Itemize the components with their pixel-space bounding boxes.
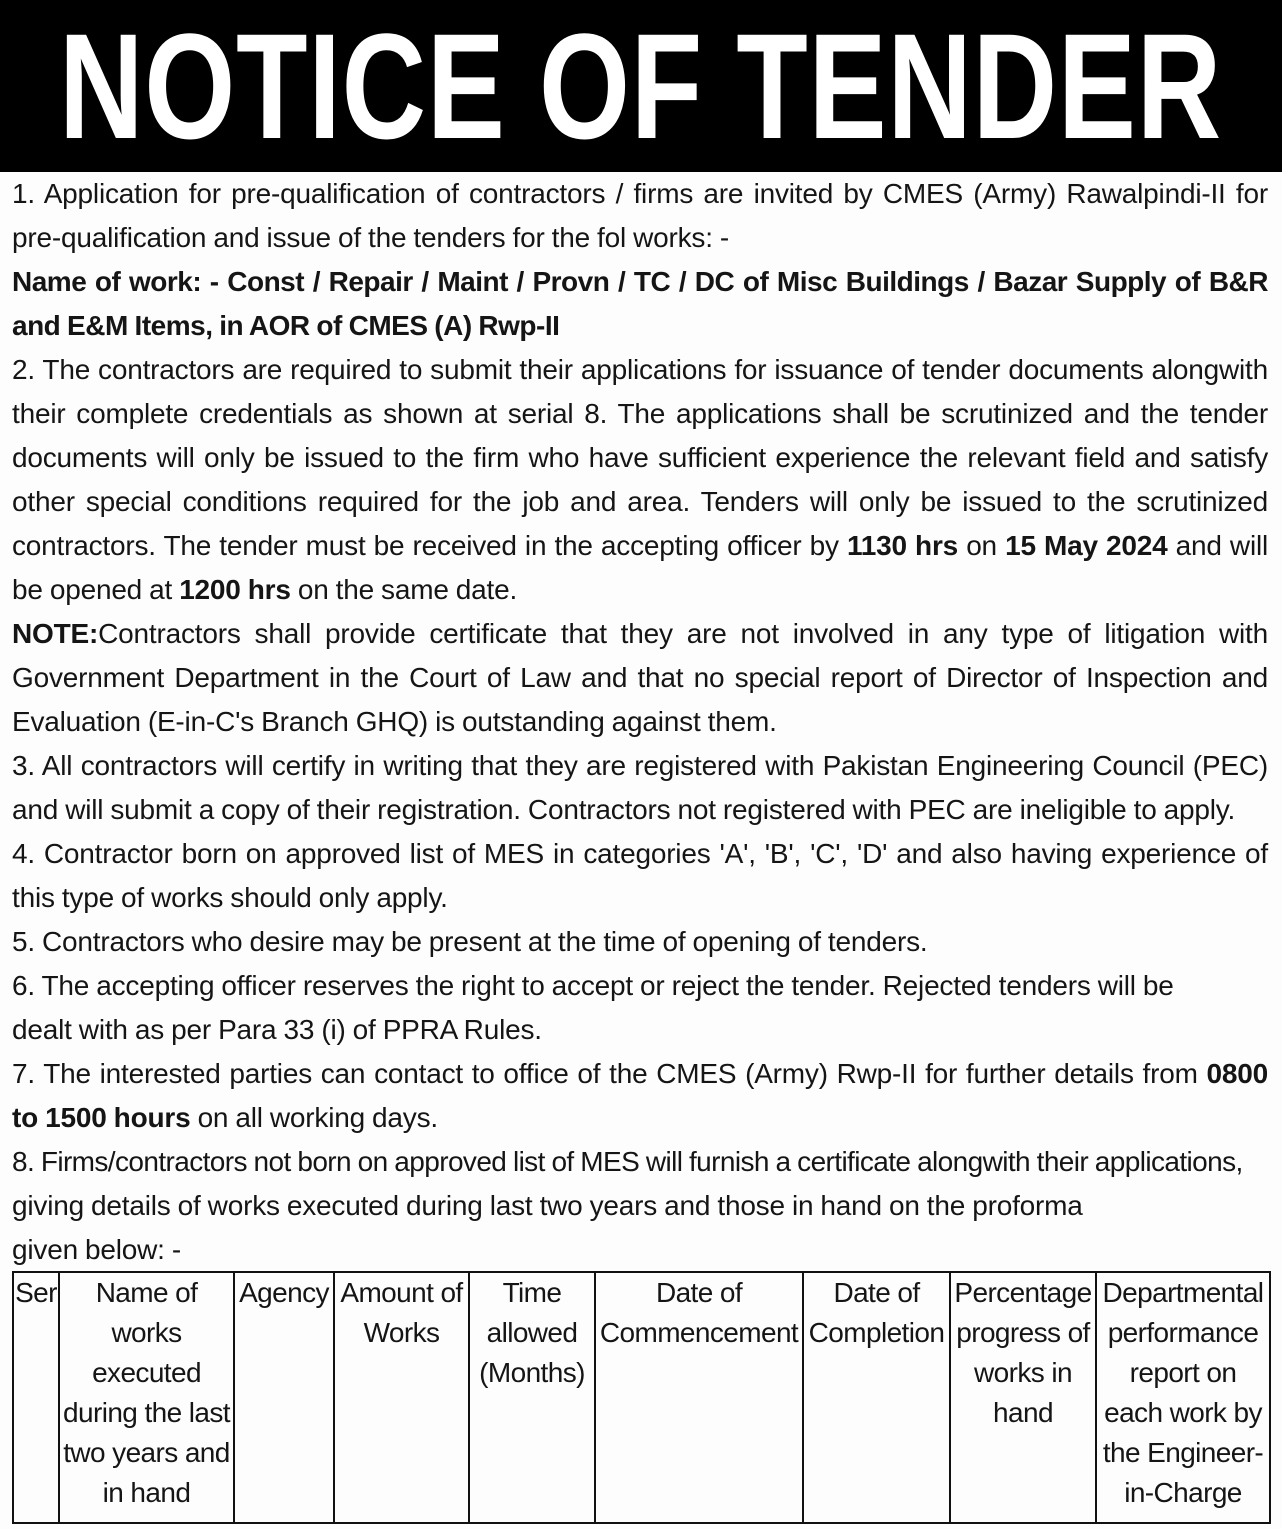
paragraph-7-text-a: 7. The interested parties can contact to office of the CMES (Army) Rwp-II for further details from: [12, 1058, 1198, 1089]
header-percentage-progress: Percentage progress of works in hand: [950, 1272, 1096, 1523]
header-departmental-performance: Departmental performance report on each work by the Engineer-in-Charge: [1096, 1272, 1270, 1523]
notice-body: [12, 172, 1268, 1272]
header-ser: Ser: [13, 1272, 59, 1523]
header-date-of-completion: Date of Completion: [803, 1272, 950, 1523]
note-label: NOTE:: [12, 618, 99, 649]
paragraph-4: 4. Contractor born on approved list of MES in categories 'A', 'B', 'C', 'D' and also having experience of this type of works should only apply.: [12, 838, 1268, 913]
header-date-of-commencement: Date of Commencement: [595, 1272, 803, 1523]
header-agency: Agency: [234, 1272, 334, 1523]
opening-time: 1200 hrs: [179, 574, 291, 605]
name-of-work: Name of work: - Const / Repair / Maint / Provn / TC / DC of Misc Buildings / Bazar Supply of B&R and E&M Items, in AOR of CMES (A) Rwp-II: [12, 266, 1268, 341]
paragraph-8-line-3: given below: -: [12, 1234, 181, 1265]
notice-title: NOTICE OF TENDER: [59, 2, 1223, 170]
paragraph-8-line-2: giving details of works executed during last two years and those in hand on the proforma: [12, 1190, 1083, 1221]
header-name-of-works: Name of works executed during the last two years and in hand: [59, 1272, 234, 1523]
paragraph-2-text-b: on: [966, 530, 997, 561]
paragraph-2-text-a: 2. The contractors are required to submit their applications for issuance of tender documents alongwith their complete credentials as shown at serial 8. The applications shall be scrutinized and the tender documents will only be issued to the firm who have sufficient experience the relevant field and satisfy other special conditions required for the job and area. Tenders will only be issued to the scrutinized contractors. The tender must be received in the accepting officer by: [12, 354, 1268, 561]
table-header-row: [13, 1272, 1270, 1523]
paragraph-1: 1. Application for pre-qualification of contractors / firms are invited by CMES (Army) Rawalpindi-II for pre-qualification and issue of the tenders for the fol works: -: [12, 178, 1268, 253]
paragraph-7-text-b: on all working days.: [197, 1102, 438, 1133]
paragraph-2-text-c: and will be opened at: [12, 530, 1269, 605]
header-time-allowed: Time allowed (Months): [469, 1272, 595, 1523]
header-amount-of-works: Amount of Works: [334, 1272, 469, 1523]
paragraph-5: 5. Contractors who desire may be present at the time of opening of tenders.: [12, 926, 928, 957]
note-paragraph: [12, 612, 1268, 744]
paragraph-8-line-1: 8. Firms/contractors not born on approved list of MES will furnish a certificate alongwith their applications,: [12, 1146, 1243, 1177]
proforma-table: [12, 1271, 1271, 1524]
notice-banner: [0, 0, 1282, 172]
paragraph-6-line-2: dealt with as per Para 33 (i) of PPRA Rules.: [12, 1014, 542, 1045]
submission-date: 15 May 2024: [1005, 530, 1168, 561]
paragraph-6-line-1: 6. The accepting officer reserves the right to accept or reject the tender. Rejected tenders will be: [12, 970, 1174, 1001]
paragraph-7: [12, 1052, 1268, 1140]
paragraph-2-text-d: on the same date.: [297, 574, 518, 605]
submission-time: 1130 hrs: [846, 530, 959, 561]
paragraph-2: [12, 348, 1268, 612]
office-hours: 0800 to 1500 hours: [12, 1058, 1268, 1133]
note-text: Contractors shall provide certificate that they are not involved in any type of litigation with Government Department in the Court of Law and that no special report of Director of Inspection and Evaluation (E-in-C's Branch GHQ) is outstanding against them.: [12, 618, 1268, 737]
paragraph-3: 3. All contractors will certify in writing that they are registered with Pakistan Engineering Council (PEC) and will submit a copy of their registration. Contractors not registered with PEC are ineligible to apply.: [12, 750, 1268, 825]
